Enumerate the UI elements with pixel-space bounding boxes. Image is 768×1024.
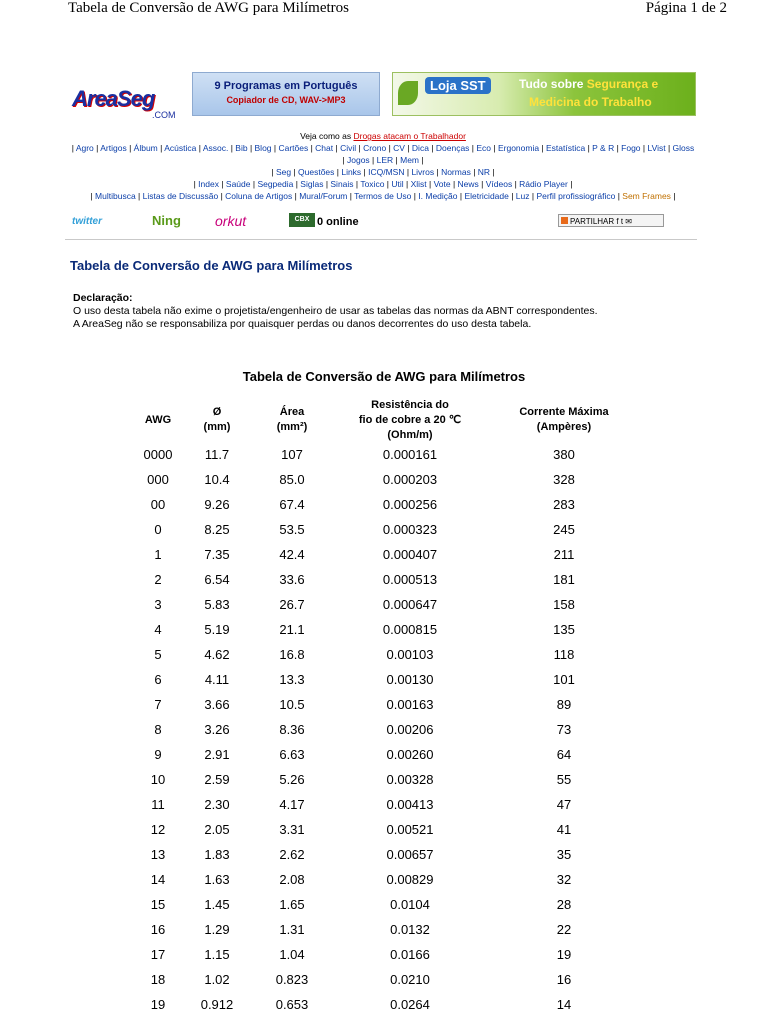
cell-diameter: 4.62 bbox=[204, 647, 230, 662]
nav-line3: | Index | Saúde | Segpedia | Siglas | Sinais | Toxico | Util | Xlist | Vote | News | Vídeos | Rádio Player | bbox=[193, 179, 573, 189]
loja-sst-brand: Loja SST bbox=[425, 77, 491, 94]
online-counter-icon: CBX bbox=[289, 213, 315, 227]
software-ad-banner[interactable] bbox=[192, 72, 380, 116]
nav-link-v-deos[interactable]: Vídeos bbox=[485, 179, 513, 189]
cell-resistance: 0.000513 bbox=[382, 572, 438, 587]
table-row bbox=[0, 667, 768, 692]
twitter-link[interactable]: twitter bbox=[72, 216, 102, 227]
table-row bbox=[0, 717, 768, 742]
cell-current: 283 bbox=[553, 497, 575, 512]
awg-table-body bbox=[0, 442, 768, 1017]
cell-diameter: 1.02 bbox=[204, 972, 230, 987]
declaration-line1: O uso desta tabela não exime o projetista/engenheiro de usar as tabelas das normas da ABNT correspondentes. bbox=[73, 305, 598, 317]
cell-area: 107 bbox=[281, 447, 303, 462]
nav-link-quest-es[interactable]: Questões bbox=[298, 167, 335, 177]
cell-resistance: 0.00657 bbox=[386, 847, 434, 862]
nav-link-vote[interactable]: Vote bbox=[433, 179, 451, 189]
cell-awg: 12 bbox=[150, 822, 166, 837]
table-row bbox=[0, 592, 768, 617]
cell-awg: 7 bbox=[154, 697, 162, 712]
table-row bbox=[0, 992, 768, 1017]
nav-link-links[interactable]: Links bbox=[341, 167, 362, 177]
loja-sst-ad-banner[interactable] bbox=[392, 72, 696, 116]
table-row bbox=[0, 642, 768, 667]
cell-resistance: 0.000407 bbox=[382, 547, 438, 562]
nav-link-civil[interactable]: Civil bbox=[340, 143, 357, 153]
cell-area: 10.5 bbox=[279, 697, 305, 712]
cell-diameter: 5.83 bbox=[204, 597, 230, 612]
nav-link-lvist[interactable]: LVist bbox=[647, 143, 666, 153]
header-awg: AWG bbox=[144, 413, 172, 426]
cell-resistance: 0.000161 bbox=[382, 447, 438, 462]
share-button[interactable]: PARTILHAR f t ✉ bbox=[558, 214, 664, 227]
table-row bbox=[0, 492, 768, 517]
nav-link-livros[interactable]: Livros bbox=[411, 167, 435, 177]
cell-current: 32 bbox=[556, 872, 572, 887]
nav-link-perfil-profissiogr-fico[interactable]: Perfil profissiográfico bbox=[536, 191, 616, 201]
cell-diameter: 0.912 bbox=[200, 997, 234, 1012]
cell-awg: 18 bbox=[150, 972, 166, 987]
nav-link-listas-de-discuss-o[interactable]: Listas de Discussão bbox=[142, 191, 219, 201]
cell-resistance: 0.00521 bbox=[386, 822, 434, 837]
cell-current: 73 bbox=[556, 722, 572, 737]
cell-current: 47 bbox=[556, 797, 572, 812]
cell-area: 5.26 bbox=[279, 772, 305, 787]
nav-link-cv[interactable]: CV bbox=[393, 143, 405, 153]
cell-diameter: 1.29 bbox=[204, 922, 230, 937]
nav-link-eletricidade[interactable]: Eletricidade bbox=[464, 191, 509, 201]
cell-area: 2.62 bbox=[279, 847, 305, 862]
cell-current: 101 bbox=[553, 672, 575, 687]
cell-current: 181 bbox=[553, 572, 575, 587]
nav-link-mural-forum[interactable]: Mural/Forum bbox=[299, 191, 348, 201]
nav-link-sinais[interactable]: Sinais bbox=[330, 179, 354, 189]
nav-link-estat-stica[interactable]: Estatística bbox=[546, 143, 586, 153]
cell-current: 158 bbox=[553, 597, 575, 612]
cell-awg: 4 bbox=[154, 622, 162, 637]
site-banner bbox=[70, 72, 696, 124]
table-row bbox=[0, 467, 768, 492]
cell-diameter: 2.91 bbox=[204, 747, 230, 762]
cell-diameter: 3.66 bbox=[204, 697, 230, 712]
logo-sub: .COM bbox=[152, 110, 176, 120]
cell-awg: 5 bbox=[154, 647, 162, 662]
share-plus-icon bbox=[561, 217, 568, 224]
nav-link-eco[interactable]: Eco bbox=[476, 143, 492, 153]
cell-diameter: 5.19 bbox=[204, 622, 230, 637]
cell-area: 21.1 bbox=[279, 622, 305, 637]
cell-resistance: 0.00260 bbox=[386, 747, 434, 762]
cell-resistance: 0.0132 bbox=[390, 922, 430, 937]
cell-diameter: 9.26 bbox=[204, 497, 230, 512]
nav-line2: | Seg | Questões | Links | ICQ/MSN | Livros | Normas | NR | bbox=[271, 167, 495, 177]
nav-line4: | Multibusca | Listas de Discussão | Coluna de Artigos | Mural/Forum | Termos de Uso | I. Medição | Eletricidade | Luz | Perfil profissiográfico | Sem Frames | bbox=[90, 191, 676, 201]
nav-link-index[interactable]: Index bbox=[198, 179, 219, 189]
table-row bbox=[0, 892, 768, 917]
cell-area: 1.04 bbox=[279, 947, 305, 962]
nav-link-ler[interactable]: LER bbox=[376, 155, 394, 165]
cell-current: 14 bbox=[556, 997, 572, 1012]
cell-resistance: 0.000815 bbox=[382, 622, 438, 637]
nav-link-multibusca[interactable]: Multibusca bbox=[95, 191, 136, 201]
cell-current: 16 bbox=[556, 972, 572, 987]
cell-current: 55 bbox=[556, 772, 572, 787]
cell-area: 53.5 bbox=[279, 522, 305, 537]
cell-resistance: 0.0104 bbox=[390, 897, 430, 912]
header-diameter: Ø (mm) bbox=[203, 406, 231, 433]
header-current: Corrente Máxima (Ampères) bbox=[519, 406, 609, 433]
table-row bbox=[0, 742, 768, 767]
nav-link-fogo[interactable]: Fogo bbox=[621, 143, 641, 153]
table-row bbox=[0, 767, 768, 792]
nav-link-luz[interactable]: Luz bbox=[515, 191, 530, 201]
nav-link-util[interactable]: Util bbox=[391, 179, 404, 189]
cell-diameter: 4.11 bbox=[204, 672, 230, 687]
nav-link-coluna-de-artigos[interactable]: Coluna de Artigos bbox=[225, 191, 293, 201]
cell-diameter: 11.7 bbox=[204, 447, 230, 462]
cell-area: 2.08 bbox=[279, 872, 305, 887]
nav-link-dica[interactable]: Dica bbox=[411, 143, 429, 153]
page-title: Tabela de Conversão de AWG para Milímetros bbox=[70, 258, 353, 273]
cell-awg: 0 bbox=[154, 522, 162, 537]
table-row bbox=[0, 967, 768, 992]
nav-link-r-dio-player[interactable]: Rádio Player bbox=[519, 179, 568, 189]
cell-diameter: 2.30 bbox=[204, 797, 230, 812]
cell-resistance: 0.000647 bbox=[382, 597, 438, 612]
cell-awg: 00 bbox=[150, 497, 166, 512]
cell-resistance: 0.00130 bbox=[386, 672, 434, 687]
nav-link-artigos[interactable]: Artigos bbox=[100, 143, 127, 153]
cell-resistance: 0.00206 bbox=[386, 722, 434, 737]
table-row bbox=[0, 942, 768, 967]
cell-diameter: 7.35 bbox=[204, 547, 230, 562]
software-ad-line1: 9 Programas em Português bbox=[214, 80, 358, 92]
cell-area: 67.4 bbox=[279, 497, 305, 512]
site-navigation bbox=[70, 130, 696, 202]
nav-link-lbum[interactable]: Álbum bbox=[133, 143, 158, 153]
cell-awg: 0000 bbox=[143, 447, 173, 462]
nav-link-crono[interactable]: Crono bbox=[363, 143, 387, 153]
nav-link-ergonomia[interactable]: Ergonomia bbox=[497, 143, 540, 153]
nav-link-cart-es[interactable]: Cartões bbox=[278, 143, 309, 153]
cell-current: 28 bbox=[556, 897, 572, 912]
table-row bbox=[0, 817, 768, 842]
areaseg-logo[interactable] bbox=[72, 86, 190, 122]
drogas-link[interactable]: Drogas atacam o Trabalhador bbox=[353, 131, 466, 141]
cell-diameter: 3.26 bbox=[204, 722, 230, 737]
cell-area: 1.31 bbox=[279, 922, 305, 937]
table-row bbox=[0, 442, 768, 467]
header-area: Área (mm²) bbox=[276, 406, 308, 433]
table-row bbox=[0, 792, 768, 817]
cell-diameter: 6.54 bbox=[204, 572, 230, 587]
print-header bbox=[0, 0, 768, 22]
table-header bbox=[0, 396, 768, 444]
divider bbox=[65, 239, 697, 240]
orkut-link[interactable]: orkut bbox=[215, 213, 247, 229]
nav-link-jogos[interactable]: Jogos bbox=[347, 155, 370, 165]
cell-awg: 2 bbox=[154, 572, 162, 587]
cell-resistance: 0.0264 bbox=[390, 997, 430, 1012]
cell-current: 380 bbox=[553, 447, 575, 462]
table-row bbox=[0, 567, 768, 592]
declaration bbox=[73, 292, 598, 331]
header-resistance: Resistência do fio de cobre a 20 ℃ (Ohm/m) bbox=[358, 398, 462, 441]
cell-awg: 16 bbox=[150, 922, 166, 937]
table-row bbox=[0, 542, 768, 567]
cell-area: 33.6 bbox=[279, 572, 305, 587]
cell-current: 89 bbox=[556, 697, 572, 712]
cell-resistance: 0.0166 bbox=[390, 947, 430, 962]
cell-area: 13.3 bbox=[279, 672, 305, 687]
nav-link-termos-de-uso[interactable]: Termos de Uso bbox=[354, 191, 412, 201]
cell-area: 0.653 bbox=[275, 997, 309, 1012]
cell-area: 26.7 bbox=[279, 597, 305, 612]
nav-link-news[interactable]: News bbox=[457, 179, 479, 189]
nav-link-toxico[interactable]: Toxico bbox=[360, 179, 385, 189]
cell-area: 8.36 bbox=[279, 722, 305, 737]
nav-link-doen-as[interactable]: Doenças bbox=[435, 143, 470, 153]
cell-diameter: 1.45 bbox=[204, 897, 230, 912]
table-row bbox=[0, 517, 768, 542]
cell-area: 42.4 bbox=[279, 547, 305, 562]
nav-link-assoc[interactable]: Assoc. bbox=[202, 143, 229, 153]
cell-current: 41 bbox=[556, 822, 572, 837]
nav-link-normas[interactable]: Normas bbox=[441, 167, 471, 177]
declaration-line2: A AreaSeg não se responsabiliza por quaisquer perdas ou danos decorrentes do uso desta tabela. bbox=[73, 318, 532, 330]
cell-diameter: 1.15 bbox=[204, 947, 230, 962]
cell-current: 22 bbox=[556, 922, 572, 937]
cell-area: 16.8 bbox=[279, 647, 305, 662]
cell-resistance: 0.00829 bbox=[386, 872, 434, 887]
cell-current: 328 bbox=[553, 472, 575, 487]
cell-diameter: 2.59 bbox=[204, 772, 230, 787]
nav-link-chat[interactable]: Chat bbox=[315, 143, 334, 153]
cell-awg: 6 bbox=[154, 672, 162, 687]
cell-current: 211 bbox=[553, 547, 575, 562]
cell-awg: 14 bbox=[150, 872, 166, 887]
cell-area: 3.31 bbox=[279, 822, 305, 837]
nav-link-p-r[interactable]: P & R bbox=[592, 143, 615, 153]
cell-current: 135 bbox=[553, 622, 575, 637]
cell-awg: 000 bbox=[147, 472, 169, 487]
cell-resistance: 0.00163 bbox=[386, 697, 434, 712]
cell-awg: 11 bbox=[151, 797, 165, 812]
table-row bbox=[0, 917, 768, 942]
cell-area: 1.65 bbox=[279, 897, 305, 912]
cell-current: 245 bbox=[553, 522, 575, 537]
cell-area: 85.0 bbox=[279, 472, 305, 487]
ning-link[interactable]: Ning bbox=[152, 213, 181, 228]
loja-sst-line1: Tudo sobre Segurança e bbox=[519, 77, 659, 91]
print-header-title: Tabela de Conversão de AWG para Milímetros bbox=[68, 0, 349, 16]
online-counter: 0 online bbox=[317, 216, 359, 228]
nav-link-xlist[interactable]: Xlist bbox=[410, 179, 427, 189]
cell-awg: 17 bbox=[150, 947, 166, 962]
software-ad-line2: Copiador de CD, WAV->MP3 bbox=[226, 95, 346, 105]
cell-awg: 15 bbox=[150, 897, 166, 912]
nav-line1: | Agro | Artigos | Álbum | Acústica | Assoc. | Bib | Blog | Cartões | Chat | Civil | Crono | CV | Dica | Doenças | Eco | Ergonomia | Estatística | P & R | Fogo | LVist | Gloss | Jogos | LER | Mem | bbox=[71, 143, 695, 165]
cell-awg: 3 bbox=[154, 597, 162, 612]
cell-area: 4.17 bbox=[279, 797, 305, 812]
nav-link-i-medi-o[interactable]: I. Medição bbox=[418, 191, 458, 201]
nav-link-segpedia[interactable]: Segpedia bbox=[257, 179, 294, 189]
print-header-page: Página 1 de 2 bbox=[645, 0, 727, 16]
leaf-icon bbox=[398, 81, 418, 105]
cell-area: 6.63 bbox=[279, 747, 305, 762]
table-row bbox=[0, 617, 768, 642]
cell-resistance: 0.000256 bbox=[382, 497, 438, 512]
declaration-label: Declaração: bbox=[73, 292, 133, 304]
nav-link-bib[interactable]: Bib bbox=[235, 143, 248, 153]
nav-link-agro[interactable]: Agro bbox=[75, 143, 94, 153]
social-bar bbox=[70, 212, 696, 234]
cell-area: 0.823 bbox=[275, 972, 309, 987]
cell-awg: 10 bbox=[150, 772, 166, 787]
table-title: Tabela de Conversão de AWG para Milímetros bbox=[242, 369, 526, 384]
nav-intro: Veja como as Drogas atacam o Trabalhador bbox=[300, 131, 466, 141]
cell-resistance: 0.000203 bbox=[382, 472, 438, 487]
cell-resistance: 0.00328 bbox=[386, 772, 434, 787]
nav-link-icq-msn[interactable]: ICQ/MSN bbox=[368, 167, 405, 177]
cell-diameter: 10.4 bbox=[204, 472, 230, 487]
cell-current: 64 bbox=[556, 747, 572, 762]
cell-current: 19 bbox=[556, 947, 572, 962]
cell-awg: 9 bbox=[154, 747, 162, 762]
cell-resistance: 0.0210 bbox=[390, 972, 430, 987]
nav-link-seg[interactable]: Seg bbox=[275, 167, 292, 177]
cell-diameter: 2.05 bbox=[204, 822, 230, 837]
nav-link-siglas[interactable]: Siglas bbox=[300, 179, 324, 189]
nav-link-ac-stica[interactable]: Acústica bbox=[164, 143, 197, 153]
nav-link-sem-frames[interactable]: Sem Frames bbox=[622, 191, 671, 201]
cell-current: 35 bbox=[556, 847, 572, 862]
table-row bbox=[0, 692, 768, 717]
table-row bbox=[0, 842, 768, 867]
cell-diameter: 8.25 bbox=[204, 522, 230, 537]
logo-name: AreaSeg bbox=[72, 86, 155, 111]
nav-link-gloss[interactable]: Gloss bbox=[672, 143, 695, 153]
nav-link-sa-de[interactable]: Saúde bbox=[225, 179, 251, 189]
table-row bbox=[0, 867, 768, 892]
nav-link-mem[interactable]: Mem bbox=[400, 155, 419, 165]
cell-awg: 1 bbox=[154, 547, 162, 562]
nav-link-blog[interactable]: Blog bbox=[254, 143, 272, 153]
cell-awg: 19 bbox=[150, 997, 166, 1012]
cell-resistance: 0.000323 bbox=[382, 522, 438, 537]
cell-awg: 8 bbox=[154, 722, 162, 737]
cell-current: 118 bbox=[553, 647, 575, 662]
nav-link-nr[interactable]: NR bbox=[477, 167, 491, 177]
cell-resistance: 0.00413 bbox=[386, 797, 434, 812]
loja-sst-line2: Medicina do Trabalho bbox=[529, 95, 652, 109]
cell-diameter: 1.63 bbox=[204, 872, 230, 887]
cell-resistance: 0.00103 bbox=[386, 647, 434, 662]
cell-awg: 13 bbox=[150, 847, 166, 862]
cell-diameter: 1.83 bbox=[204, 847, 230, 862]
